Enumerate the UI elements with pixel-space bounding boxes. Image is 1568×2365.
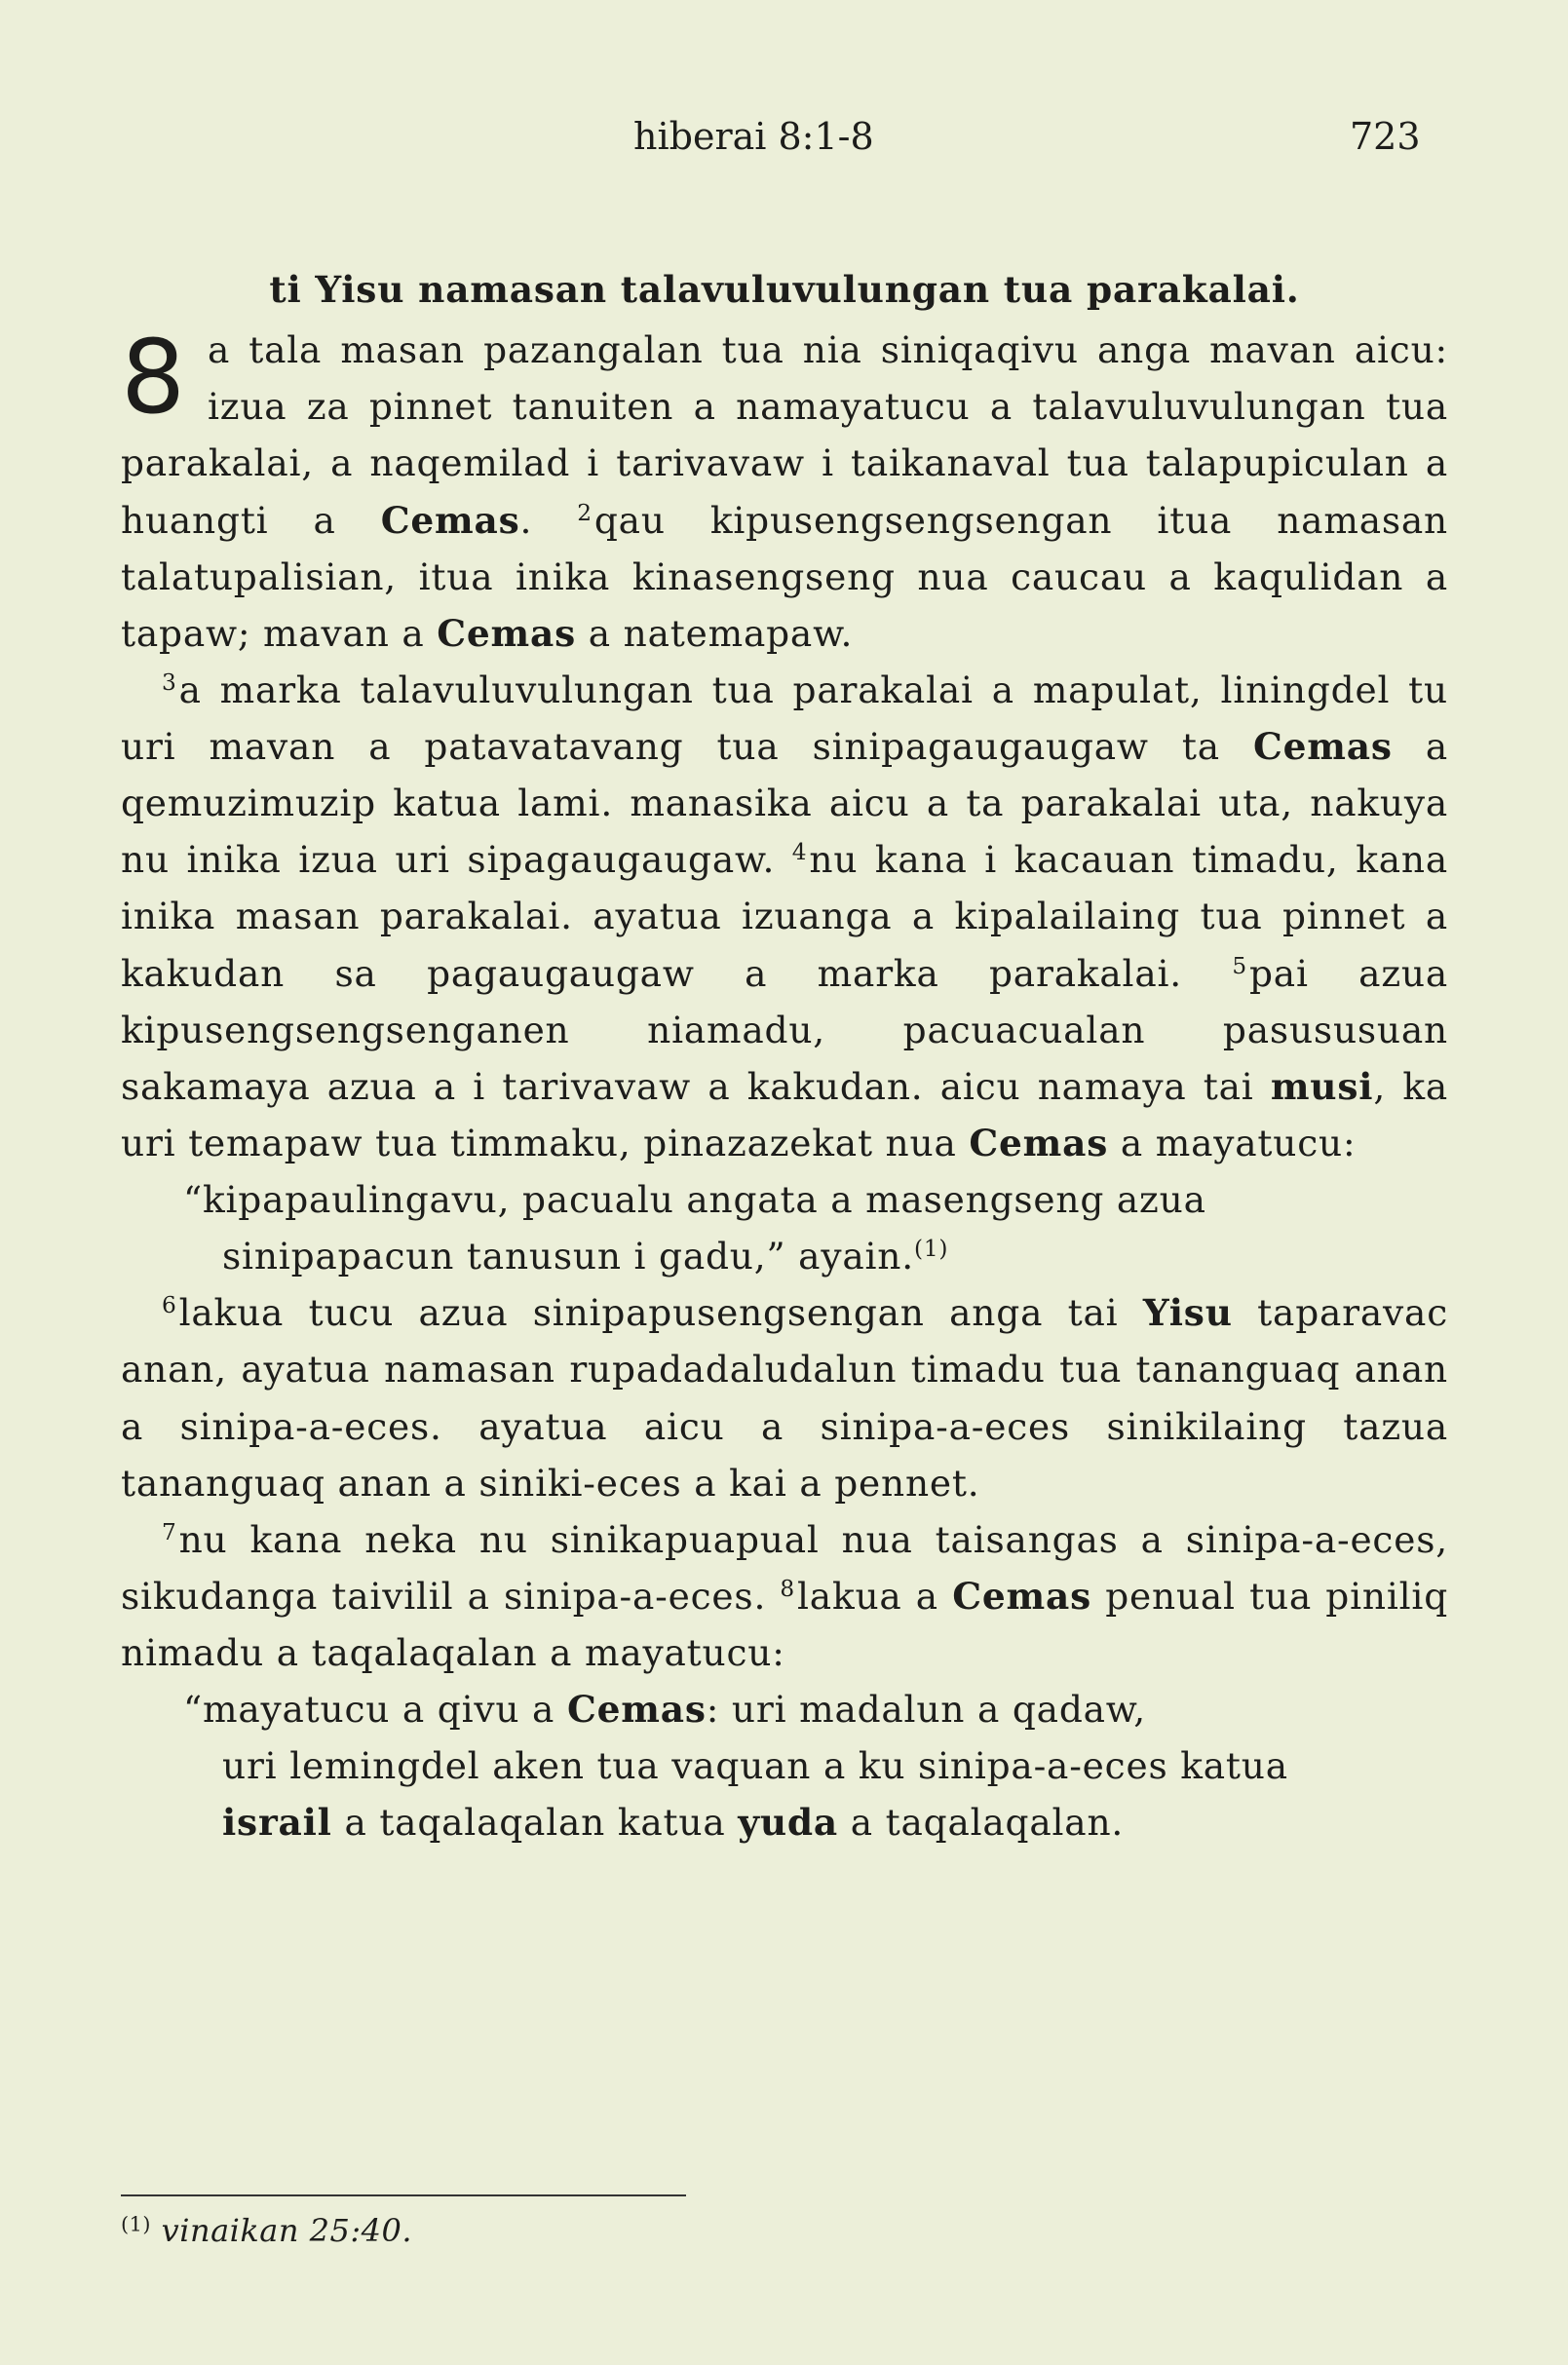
para-text: a tala masan pazangalan tua nia siniqaqivu anga mavan aicu: izua za pinnet tanuiten a namayatucu a talavuluvulungan tua parakalai, a naqemilad i tarivavaw i taikanaval tua talapupiculan a huangti a (121, 328, 1448, 542)
quote-line (121, 1228, 1448, 1284)
quote-text: sinipapacun tanusun i gadu,” ayain. (222, 1235, 914, 1278)
para-text: a natemapaw. (576, 611, 854, 655)
para-text: a mayatucu: (1108, 1121, 1357, 1164)
page-number: 723 (1350, 115, 1421, 158)
bold-name: Cemas (952, 1574, 1091, 1618)
para-text: , ka uri temapaw tua timmaku, pinazazekat nua (121, 1064, 1448, 1164)
verse-number: 2 (577, 499, 593, 526)
para-text: qau kipusengsengsengan itua namasan talatupalisian, itua inika kinasengseng nua caucau a kaqulidan a tapaw; mavan a (121, 498, 1449, 655)
paragraph-verse-7 (121, 1511, 1448, 1681)
quote-line (121, 1794, 1448, 1850)
verse-number: 5 (1232, 952, 1247, 979)
para-text: a marka talavuluvulungan tua parakalai a mapulat, liningdel tu uri mavan a patavatavang tua sinipagaugaugaw ta (121, 668, 1448, 768)
para-text: . (519, 498, 578, 542)
section-heading: ti Yisu namasan talavuluvulungan tua parakalai. (269, 268, 1300, 311)
bold-name: Cemas (969, 1121, 1109, 1164)
bold-name: musi (1270, 1064, 1374, 1108)
quote-text: “mayatucu a qivu a (183, 1688, 567, 1732)
chapter-number: 8 (121, 318, 186, 438)
quote-line: “kipapaulingavu, pacualu angata a masengseng azua (183, 1178, 1206, 1221)
verse-number: 6 (162, 1292, 177, 1319)
verse-number: 7 (162, 1518, 177, 1545)
para-text: nu kana i kacauan timadu, kana inika masan parakalai. ayatua izuanga a kipalailaing tua pinnet a kakudan sa pagaugaugaw a marka parakalai. (121, 838, 1448, 995)
quote-line: uri lemingdel aken tua vaquan a ku sinipa-a-eces katua (222, 1744, 1288, 1788)
footnote-ref: (1) (913, 1236, 949, 1263)
para-text: penual tua piniliq nimadu a taqalaqalan a mayatucu: (121, 1574, 1449, 1674)
para-text: a qemuzimuzip katua lami. manasika aicu a ta parakalai uta, nakuya nu inika izua uri sipagaugaugaw. (121, 725, 1448, 882)
paragraph-chapter-8 (121, 318, 1449, 662)
quote-text: a taqalaqalan. (838, 1801, 1125, 1845)
footnote (121, 2212, 412, 2249)
verse-number: 8 (780, 1576, 795, 1603)
bold-name: israil (222, 1801, 332, 1845)
bold-name: Cemas (380, 498, 520, 542)
body-text (121, 261, 1448, 1851)
para-text: lakua a (797, 1574, 953, 1618)
para-text: pai azua kipusengsengsenganen niamadu, pacuacualan pasususuan sakamaya azua a i tarivavaw a kakudan. aicu namaya tai (121, 951, 1448, 1108)
bold-name: Cemas (1252, 725, 1393, 768)
para-text: lakua tucu azua sinipapusengsengan anga tai (178, 1291, 1143, 1335)
bold-name: yuda (738, 1801, 839, 1845)
verse-number: 3 (162, 669, 177, 697)
running-title: hiberai 8:1-8 (633, 115, 874, 158)
footnote-marker: (1) (121, 2212, 151, 2236)
paragraph-verse-6 (121, 1284, 1448, 1511)
para-text: nu kana neka nu sinikapuapual nua taisangas a sinipa-a-eces, sikudanga taivilil a sinipa-a-eces. (121, 1517, 1448, 1618)
para-text: taparavac anan, ayatua namasan rupadadaludalun timadu tua tananguaq anan a sinipa-a-eces. ayatua aicu a sinipa-a-eces sinikilaing tazua tananguaq anan a siniki-eces a kai a pennet. (121, 1291, 1448, 1505)
bold-name: Cemas (566, 1688, 707, 1732)
running-head (0, 115, 1568, 173)
paragraph-verse-3 (121, 662, 1448, 1171)
footnote-divider (121, 2194, 686, 2196)
quote-line (121, 1681, 1448, 1737)
bold-name: Yisu (1142, 1291, 1233, 1335)
footnote-text: vinaikan 25:40. (161, 2212, 413, 2249)
bold-name: Cemas (437, 611, 577, 655)
quote-text: a taqalaqalan katua (331, 1801, 739, 1845)
verse-number: 4 (791, 839, 808, 866)
quote-text: : uri madalun a qadaw, (706, 1688, 1146, 1732)
